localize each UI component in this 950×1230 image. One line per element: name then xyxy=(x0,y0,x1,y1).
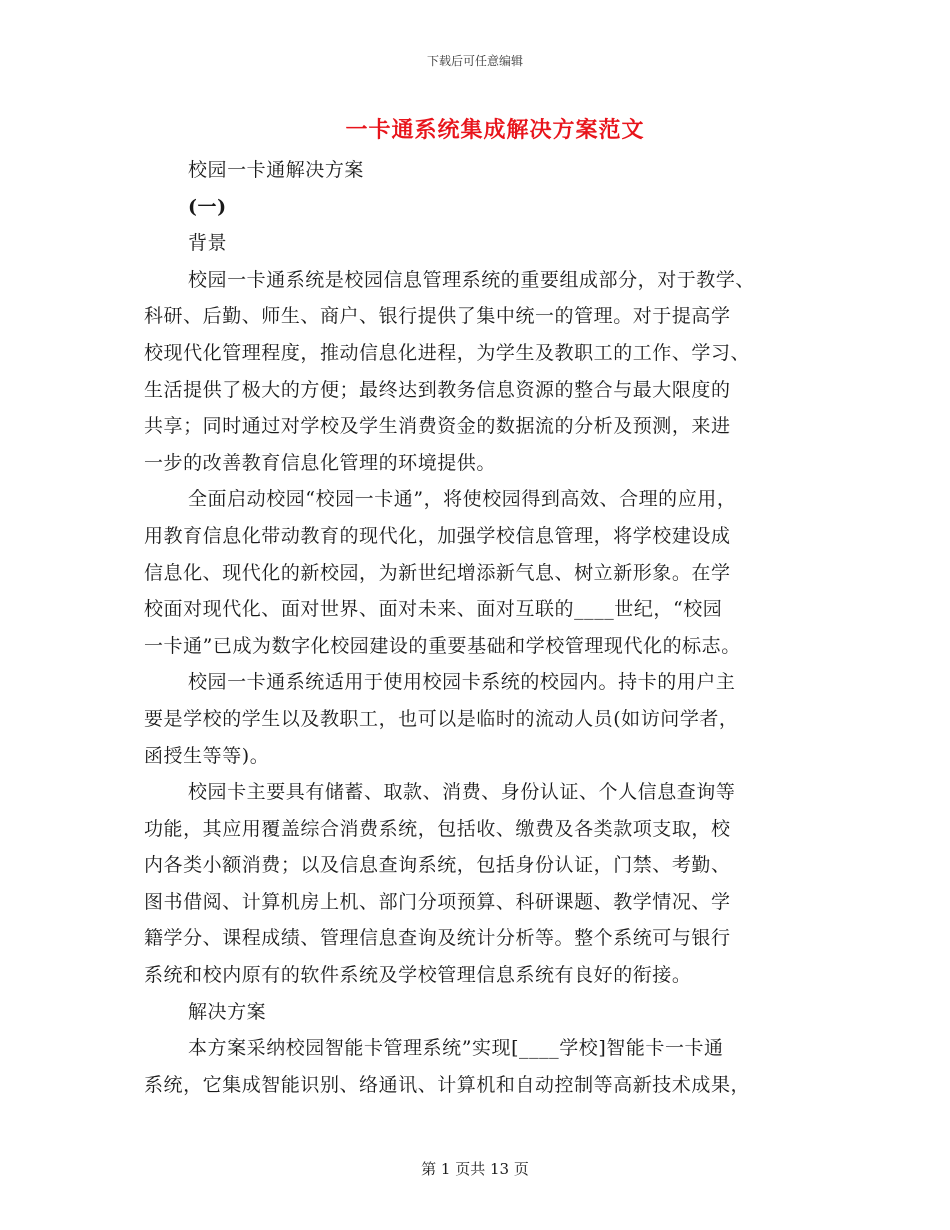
body-line: 校园一卡通系统适用于使用校园卡系统的校园内。持卡的用户主 xyxy=(188,671,736,694)
body-line: 本方案采纳校园智能卡管理系统”实现[____学校]智能卡一卡通 xyxy=(188,1037,724,1060)
body-line: 科研、后勤、师生、商户、银行提供了集中统一的管理。对于提高学 xyxy=(144,305,731,328)
body-line: 校园卡主要具有储蓄、取款、消费、身份认证、个人信息查询等 xyxy=(188,781,736,804)
body-line: 系统和校内原有的软件系统及学校管理信息系统有良好的衔接。 xyxy=(144,964,692,987)
body-line: 校园一卡通解决方案 xyxy=(188,159,364,181)
body-line: 函授生等等)。 xyxy=(144,744,270,767)
body-line: 校面对现代化、面对世界、面对未来、面对互联的____世纪，“校园 xyxy=(144,598,723,621)
body-line: 共享；同时通过对学校及学生消费资金的数据流的分析及预测，来进 xyxy=(144,415,731,438)
document-title: 一卡通系统集成解决方案范文 xyxy=(345,117,645,143)
body-line: 全面启动校园“校园一卡通”，将使校园得到高效、合理的应用， xyxy=(188,488,737,511)
body-line: 内各类小额消费；以及信息查询系统，包括身份认证，门禁、考勤、 xyxy=(144,854,731,877)
body-line: 用教育信息化带动教育的现代化，加强学校信息管理，将学校建设成 xyxy=(144,524,731,547)
body-line: 解决方案 xyxy=(188,1000,267,1023)
body-line: 要是学校的学生以及教职工，也可以是临时的流动人员(如访问学者， xyxy=(144,707,739,730)
body-line: 信息化、现代化的新校园，为新世纪增添新气息、树立新形象。在学 xyxy=(144,561,731,584)
body-line: 系统，它集成智能识别、络通讯、计算机和自动控制等高新技术成果， xyxy=(144,1073,751,1096)
body-line: 校现代化管理程度，推动信息化进程，为学生及教职工的工作、学习、 xyxy=(144,341,751,364)
page-footer: 第 1 页共 13 页 xyxy=(421,1160,529,1178)
page-header-note: 下载后可任意编辑 xyxy=(426,54,523,68)
body-line: 籍学分、课程成绩、管理信息查询及统计分析等。整个系统可与银行 xyxy=(144,927,731,950)
document-body xyxy=(144,152,814,1103)
body-line: 校园一卡通系统是校园信息管理系统的重要组成部分，对于教学、 xyxy=(188,268,755,291)
body-line: 背景 xyxy=(188,232,228,255)
body-line: (一) xyxy=(188,195,227,218)
body-line: 功能，其应用覆盖综合消费系统，包括收、缴费及各类款项支取，校 xyxy=(144,817,731,840)
body-line: 生活提供了极大的方便；最终达到教务信息资源的整合与最大限度的 xyxy=(144,378,731,401)
body-line: 图书借阅、计算机房上机、部门分项预算、科研课题、教学情况、学 xyxy=(144,890,731,913)
body-line: 一步的改善教育信息化管理的环境提供。 xyxy=(144,451,496,474)
body-line: 一卡通”已成为数字化校园建设的重要基础和学校管理现代化的标志。 xyxy=(144,634,741,657)
